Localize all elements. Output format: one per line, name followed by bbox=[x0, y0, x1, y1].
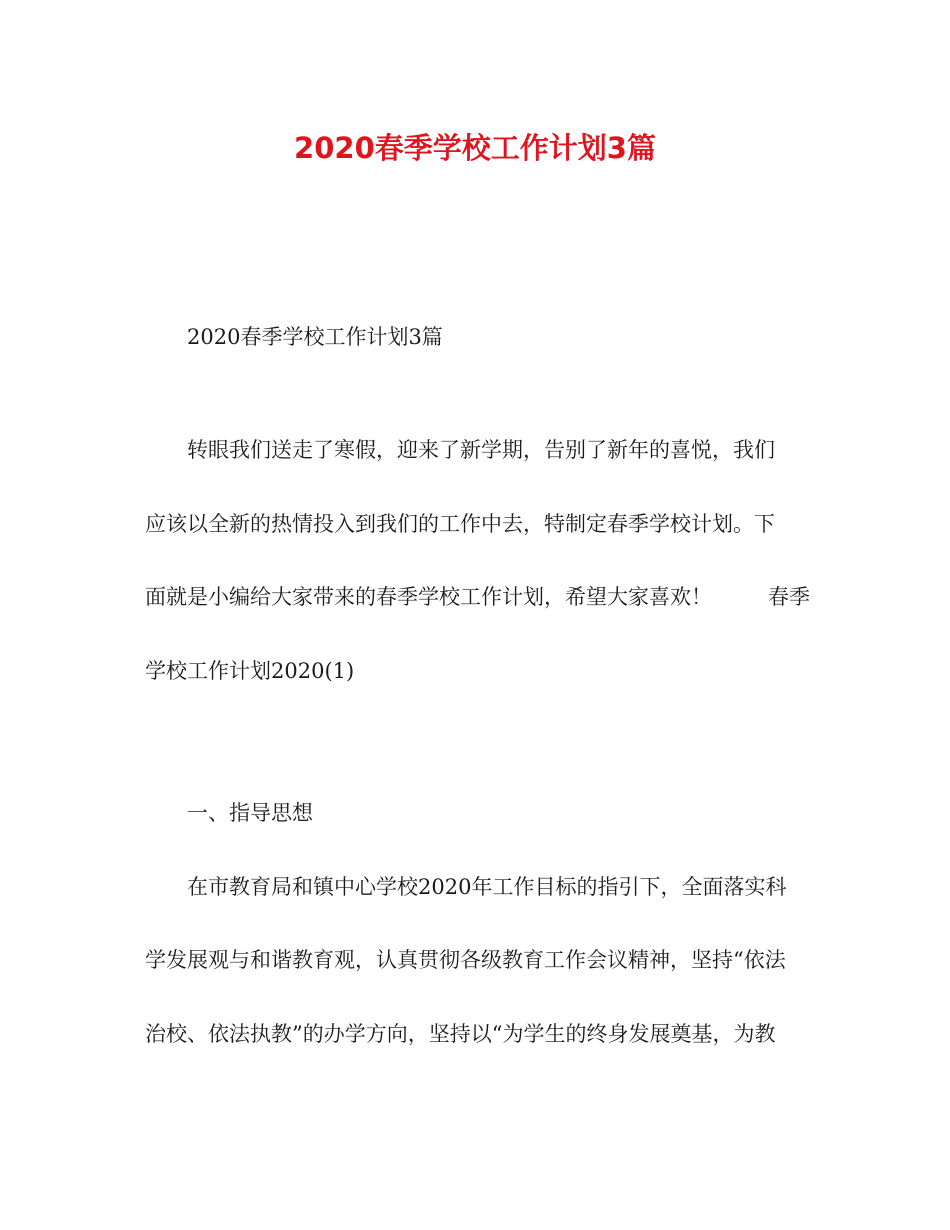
intro-line-2: 应该以全新的热情投入到我们的工作中去，特制定春季学校计划。下 bbox=[145, 512, 775, 536]
intro-line-3-text: 面就是小编给大家带来的春季学校工作计划，希望大家喜欢！ bbox=[145, 585, 712, 609]
body-line-2: 学发展观与和谐教育观，认真贯彻各级教育工作会议精神，坚持“依法 bbox=[145, 948, 786, 972]
body-line-1: 在市教育局和镇中心学校2020年工作目标的指引下，全面落实科 bbox=[187, 875, 787, 899]
section-heading: 一、指导思想 bbox=[187, 801, 313, 825]
document-subtitle: 2020春季学校工作计划3篇 bbox=[187, 325, 443, 349]
intro-line-3 bbox=[145, 582, 810, 612]
intro-line-4: 学校工作计划2020(1) bbox=[145, 659, 355, 683]
intro-line-3-tail: 春季 bbox=[768, 585, 810, 609]
document-title: 2020春季学校工作计划3篇 bbox=[294, 131, 656, 165]
intro-line-1: 转眼我们送走了寒假，迎来了新学期，告别了新年的喜悦，我们 bbox=[187, 438, 775, 462]
body-line-3: 治校、依法执教”的办学方向，坚持以“为学生的终身发展奠基，为教 bbox=[145, 1022, 776, 1046]
